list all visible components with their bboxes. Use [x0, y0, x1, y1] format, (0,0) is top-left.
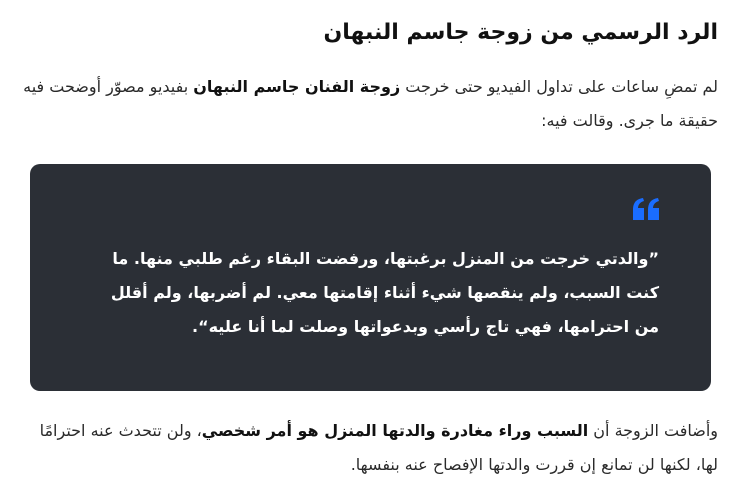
- intro-text-start: لم تمضِ ساعات على تداول الفيديو حتى خرجت: [400, 77, 718, 96]
- blockquote: [30, 164, 711, 391]
- quote-icon: [633, 198, 659, 220]
- outro-text-start: وأضافت الزوجة أن: [588, 421, 718, 440]
- outro-text-end: ، ولن تتحدث عنه احترامًا لها، لكنها لن تمانع إن قررت والدتها الإفصاح عنه بنفسها.: [39, 421, 718, 474]
- intro-paragraph: [23, 70, 718, 138]
- outro-bold-reason: السبب وراء مغادرة والدتها المنزل هو أمر شخصي: [201, 421, 589, 440]
- intro-bold-name: زوجة الفنان جاسم النبهان: [193, 77, 401, 96]
- quote-text: ”والدتي خرجت من المنزل برغبتها، ورفضت البقاء رغم طلبي منها. ما كنت السبب، ولم ينقصها شيء أثناء إقامتها معي. لم أضربها، ولم أقلل من احترامها، فهي تاج رأسي وبدعواتها وصلت لما أنا عليه“.: [110, 249, 659, 336]
- intro-text-end: بفيديو مصوّر أوضحت فيه حقيقة ما جرى. وقالت فيه:: [23, 77, 718, 130]
- outro-paragraph: [23, 414, 718, 482]
- section-heading: الرد الرسمي من زوجة جاسم النبهان: [323, 20, 718, 45]
